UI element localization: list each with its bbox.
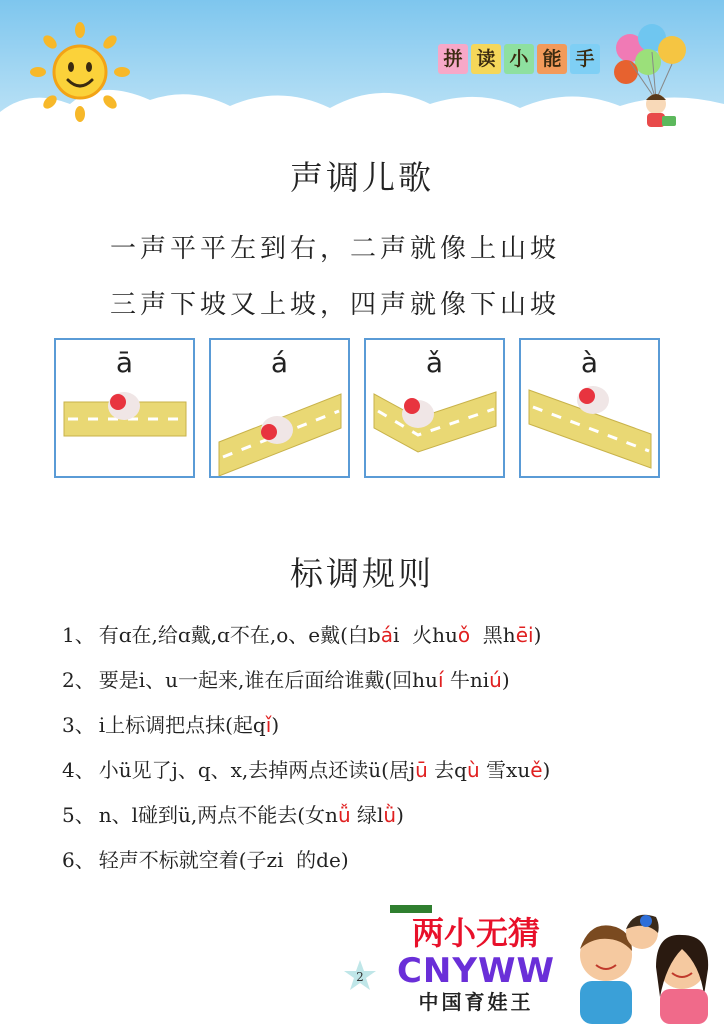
tone-mark-highlight: ǒ — [457, 623, 471, 647]
tone-mark-highlight: ū — [415, 758, 428, 782]
rule-text: n、l碰到ü,两点不能去(女n — [98, 803, 338, 827]
rule-item — [62, 751, 550, 796]
tone-mark-highlight: ǜ — [383, 803, 397, 827]
tone-card-second — [209, 338, 350, 478]
rule-text: ) — [533, 623, 542, 647]
rule-item — [62, 841, 550, 886]
rules-list — [62, 616, 550, 886]
rule-text: 牛ni — [443, 668, 490, 692]
rule-number: 2、 — [62, 668, 95, 692]
rule-text: 小ü见了j、q、x,去掉两点还读ü(居j — [98, 758, 416, 782]
rule-text: i上标调把点抹(起q — [98, 713, 266, 737]
rule-number: 6、 — [62, 848, 95, 872]
tone-mark-highlight: ù — [467, 758, 480, 782]
rule-text: 有ɑ在,给ɑ戴,ɑ不在,o、e戴(白b — [98, 623, 381, 647]
rule-item — [62, 661, 550, 706]
song-title: 声调儿歌 — [290, 158, 434, 197]
rule-number: 1、 — [62, 623, 95, 647]
rule-text: ) — [271, 713, 280, 737]
rule-text: 要是i、u一起来,谁在后面给谁戴(回hu — [98, 668, 438, 692]
smiling-sun-icon — [30, 22, 130, 122]
rule-text: i 火hu — [392, 623, 458, 647]
rule-text: 去q — [427, 758, 467, 782]
flat-road-illustration — [56, 380, 193, 476]
tone-cards — [54, 338, 660, 478]
rule-text: ) — [542, 758, 551, 782]
watermark-subtitle: 中国育娃王 — [418, 990, 534, 1014]
tone-mark-highlight: ú — [489, 668, 502, 692]
verse-line-1: 一声平平左到右，二声就像上山坡 — [110, 234, 561, 264]
rule-number: 4、 — [62, 758, 95, 782]
rule-text: ) — [501, 668, 510, 692]
rule-item — [62, 616, 550, 661]
tone-card-first — [54, 338, 195, 478]
balloons-child-illustration — [600, 20, 710, 140]
rule-number: 5、 — [62, 803, 95, 827]
rules-title: 标调规则 — [290, 554, 434, 593]
brand-tile: 小 — [504, 44, 534, 74]
tone-mark: à — [580, 346, 599, 379]
rule-text: 黑h — [470, 623, 516, 647]
rising-road-illustration — [211, 380, 348, 476]
tone-mark-highlight: í — [437, 668, 444, 692]
falling-road-illustration — [521, 380, 658, 476]
page-number: 2 — [356, 970, 364, 984]
tone-mark: á — [270, 346, 289, 379]
brand-tile: 拼 — [438, 44, 468, 74]
tone-mark-highlight: ǚ — [337, 803, 351, 827]
rule-text: 雪xu — [479, 758, 531, 782]
brand-tile: 读 — [471, 44, 501, 74]
watermark — [386, 905, 566, 1015]
tone-mark-highlight: ě — [530, 758, 543, 782]
brand-tile: 手 — [570, 44, 600, 74]
tone-mark: ǎ — [425, 346, 444, 379]
rule-item — [62, 706, 550, 751]
tone-mark-highlight: ǐ — [265, 713, 272, 737]
rule-text: 轻声不标就空着(子zi 的de) — [98, 848, 349, 872]
page-number-star — [342, 958, 378, 994]
rule-number: 3、 — [62, 713, 95, 737]
watermark-bar — [390, 905, 432, 913]
watermark-brand: CNYWW — [396, 951, 556, 991]
verse-line-2: 三声下坡又上坡，四声就像下山坡 — [110, 290, 561, 320]
tone-mark: ā — [115, 346, 134, 379]
rule-text: 绿l — [350, 803, 384, 827]
rule-item — [62, 796, 550, 841]
kids-mascot-illustration — [560, 905, 724, 1024]
tone-card-third — [364, 338, 505, 478]
dip-road-illustration — [366, 380, 503, 476]
tone-mark-highlight: á — [380, 623, 393, 647]
brand-tile: 能 — [537, 44, 567, 74]
tone-card-fourth — [519, 338, 660, 478]
rule-text: ) — [396, 803, 404, 827]
tone-mark-highlight: ēi — [515, 623, 534, 647]
brand-tiles — [438, 44, 600, 74]
watermark-title: 两小无猜 — [411, 914, 540, 952]
